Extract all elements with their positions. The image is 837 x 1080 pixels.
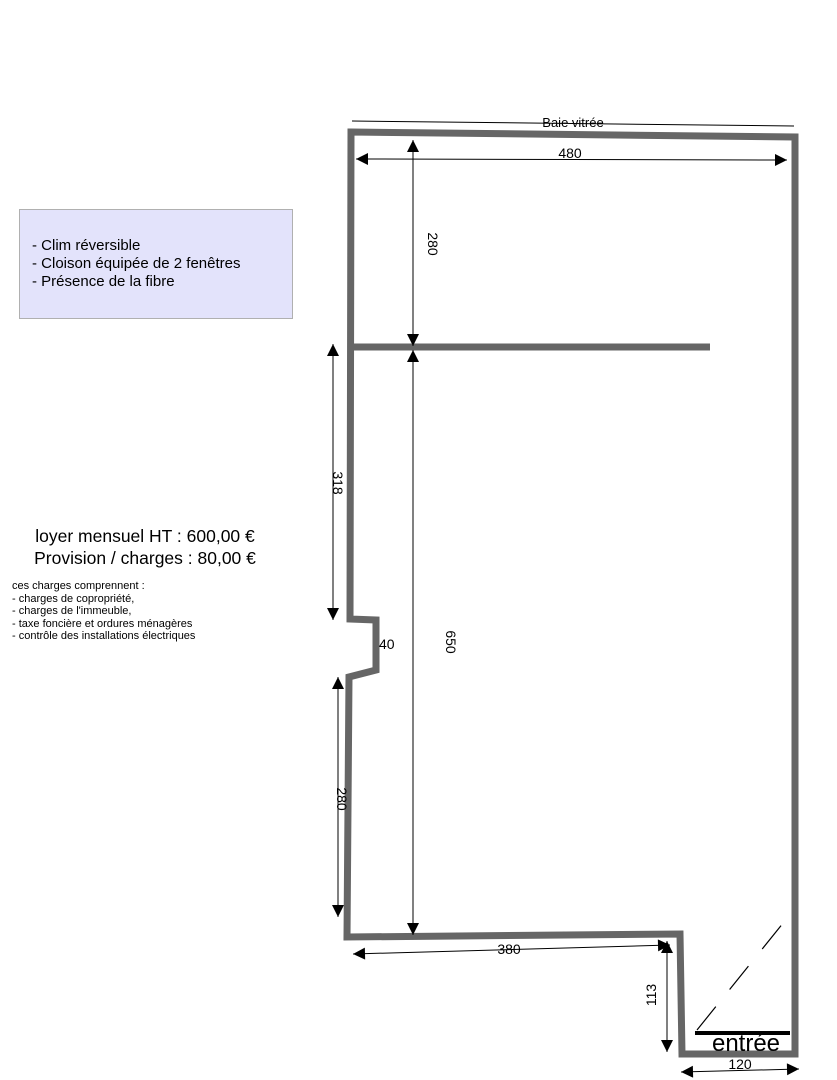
- charges-item: - taxe foncière et ordures ménagères: [12, 617, 193, 630]
- entrance-label: entrée: [711, 1030, 781, 1057]
- charges-item: - charges de l'immeuble,: [12, 605, 132, 618]
- charges-title: ces charges comprennent :: [12, 580, 145, 592]
- feature-line: - Clim réversible: [32, 237, 141, 254]
- feature-line: - Cloison équipée de 2 fenêtres: [32, 255, 241, 272]
- dim-main-depth: 650: [443, 630, 459, 654]
- charges-item: - contrôle des installations électriques: [12, 630, 196, 643]
- walls: [347, 132, 795, 1054]
- charges-provision: Provision / charges : 80,00 €: [34, 548, 256, 568]
- dim-bottom-width: 380: [497, 941, 521, 957]
- charges-item: - charges de copropriété,: [12, 592, 135, 605]
- dim-left-upper: 318: [330, 471, 346, 495]
- monthly-rent: loyer mensuel HT : 600,00 €: [35, 526, 255, 546]
- dim-notch: 40: [379, 636, 395, 652]
- window-label: Baie vitrée: [542, 115, 604, 130]
- dim-top-width: 480: [558, 145, 582, 161]
- dim-entrance-depth: 113: [643, 983, 659, 1007]
- dim-entrance-width: 120: [728, 1056, 752, 1072]
- dim-upper-depth: 280: [425, 232, 441, 256]
- door-swing: [697, 912, 792, 1030]
- dim-left-lower: 280: [334, 787, 350, 811]
- feature-line: - Présence de la fibre: [32, 273, 175, 290]
- outer-wall: [347, 132, 795, 1054]
